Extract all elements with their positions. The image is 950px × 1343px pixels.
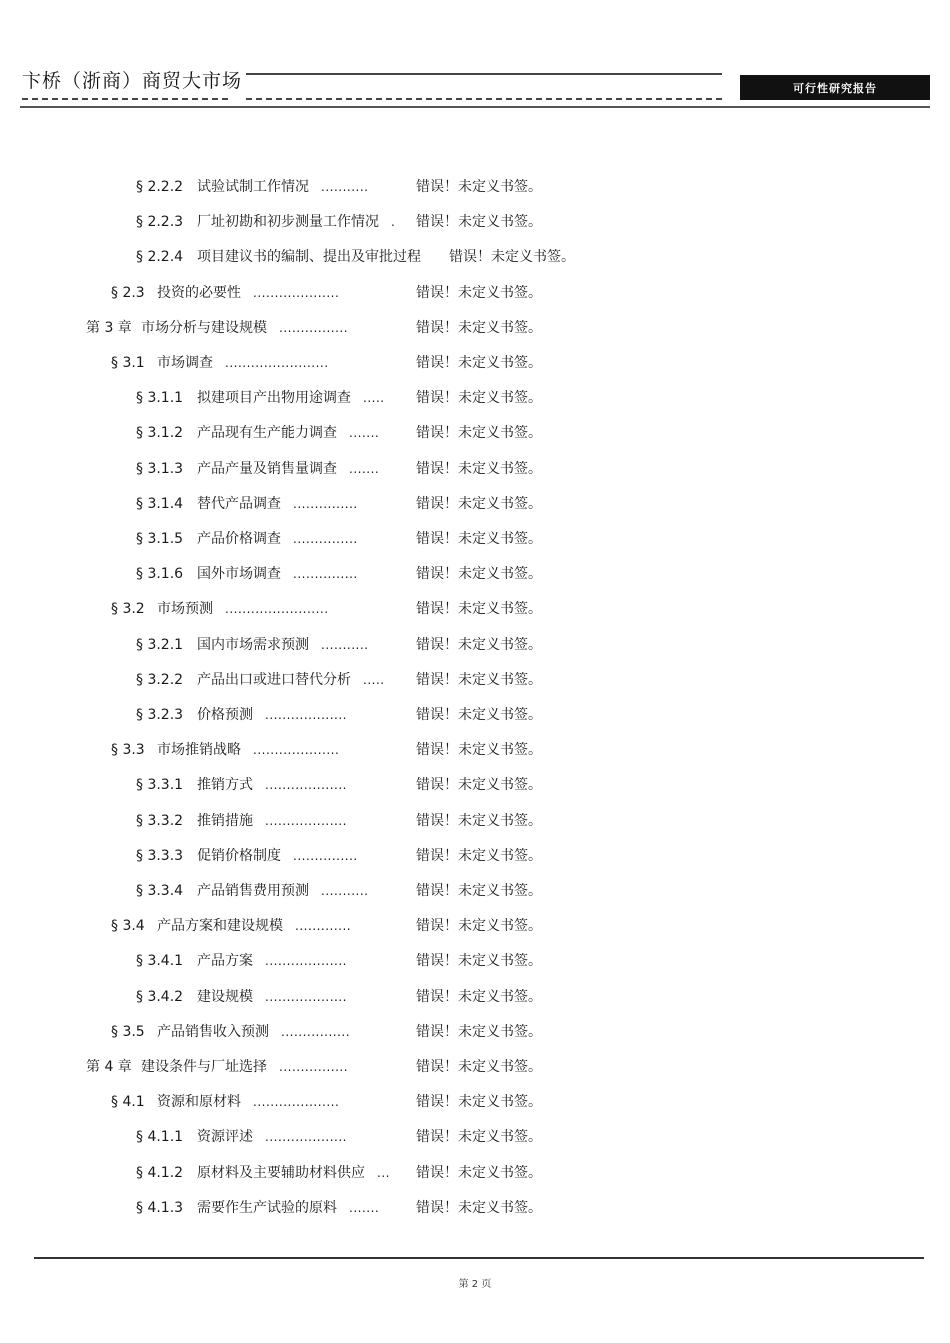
toc-entry-leader: ........................ xyxy=(225,602,329,617)
toc-entry-number: § 2.2.2 xyxy=(136,179,184,195)
toc-entry-title: 试验试制工作情况 xyxy=(197,179,309,195)
toc-entry[interactable] xyxy=(0,493,950,515)
toc-entry-title: 推销方式 xyxy=(197,777,253,794)
toc-entry-leader: ................... xyxy=(265,989,347,1004)
toc-entry-title: 资源评述 xyxy=(197,1129,253,1146)
toc-entry-page-ref: 错误！未定义书签。 xyxy=(416,1059,542,1075)
toc-entry-title: 产品出口或进口替代分析 xyxy=(197,671,351,688)
toc-entry-number: § 4.1 xyxy=(111,1094,145,1111)
page-number: 第 2 页 xyxy=(458,1279,492,1290)
toc-entry-leader: ............... xyxy=(293,567,358,582)
toc-entry[interactable] xyxy=(0,598,950,620)
toc-entry-page-ref: 错误！未定义书签。 xyxy=(416,671,542,688)
toc-entry-page-ref: 错误！未定义书签。 xyxy=(416,601,542,618)
toc-entry-title: 产品销售收入预测 xyxy=(157,1023,269,1040)
toc-entry[interactable] xyxy=(0,915,950,937)
toc-entry-title: 产品价格调查 xyxy=(197,531,281,547)
toc-entry-leader: ................... xyxy=(265,778,347,793)
toc-entry[interactable] xyxy=(0,1126,950,1148)
toc-entry[interactable] xyxy=(0,704,950,726)
toc-entry[interactable] xyxy=(0,986,950,1008)
toc-entry[interactable] xyxy=(0,563,950,585)
toc-entry-title: 拟建项目产出物用途调查 xyxy=(197,390,351,407)
toc-entry[interactable] xyxy=(0,845,950,867)
toc-entry-number: § 4.1.2 xyxy=(136,1164,184,1181)
toc-entry-title: 市场分析与建设规模 xyxy=(141,319,267,336)
toc-entry[interactable] xyxy=(0,387,950,409)
toc-entry-page-ref: 错误！未定义书签。 xyxy=(416,460,542,477)
toc-entry-page-ref: 错误！未定义书签。 xyxy=(416,1164,542,1181)
toc-entry-page-ref: 错误！未定义书签。 xyxy=(416,495,542,512)
toc-entry-number: § 3.3.4 xyxy=(136,883,184,899)
toc-entry-page-ref: 错误！未定义书签。 xyxy=(416,531,542,547)
toc-entry-leader: ............... xyxy=(293,848,358,863)
toc-entry-leader: ........... xyxy=(321,637,369,652)
toc-entry-title: 促销价格制度 xyxy=(197,847,281,864)
toc-entry-title: 投资的必要性 xyxy=(157,284,241,301)
toc-entry-title: 推销措施 xyxy=(197,812,253,829)
toc-entry-leader: .................... xyxy=(253,743,340,758)
toc-entry-number: § 3.4.2 xyxy=(136,988,184,1005)
toc-entry-title: 替代产品调查 xyxy=(197,495,281,512)
toc-entry-leader: .................... xyxy=(253,285,340,300)
toc-entry-title: 建设规模 xyxy=(197,988,253,1005)
toc-entry[interactable] xyxy=(0,950,950,972)
header-solid-rule xyxy=(246,73,722,75)
toc-entry-title: 产品方案 xyxy=(197,953,253,970)
toc-entry[interactable] xyxy=(0,458,950,480)
toc-entry-page-ref: 错误！未定义书签。 xyxy=(416,319,542,336)
toc-entry-leader: ........... xyxy=(321,884,369,898)
toc-entry-page-ref: 错误！未定义书签。 xyxy=(416,812,542,829)
header-underline xyxy=(20,106,930,108)
toc-entry-number: § 3.3.3 xyxy=(136,847,184,864)
toc-entry-number: § 3.2.1 xyxy=(136,636,184,653)
toc-entry-title: 国内市场需求预测 xyxy=(197,636,309,653)
toc-entry-page-ref: 错误！未定义书签。 xyxy=(416,777,542,794)
toc-entry-number: § 2.2.4 xyxy=(136,249,184,266)
toc-entry-title: 市场调查 xyxy=(157,355,213,371)
toc-entry-page-ref: 错误！未定义书签。 xyxy=(416,566,542,583)
toc-entry-page-ref: 错误！未定义书签。 xyxy=(416,883,542,899)
toc-entry-leader: ....... xyxy=(349,426,380,441)
toc-entry-page-ref: 错误！未定义书签。 xyxy=(416,1129,542,1146)
toc-entry-leader: ............. xyxy=(295,919,352,934)
toc-entry-leader: ................... xyxy=(265,708,347,722)
toc-entry[interactable] xyxy=(0,528,950,550)
toc-entry[interactable] xyxy=(0,1162,950,1184)
toc-entry-number: 第 4 章 xyxy=(86,1059,132,1075)
toc-entry[interactable] xyxy=(0,1091,950,1113)
toc-entry[interactable] xyxy=(0,211,950,233)
toc-entry-leader: .................... xyxy=(253,1095,340,1110)
toc-entry-number: § 4.1.1 xyxy=(136,1129,184,1146)
toc-entry-title: 国外市场调查 xyxy=(197,566,281,583)
toc-entry[interactable] xyxy=(0,352,950,374)
toc-entry-number: § 3.1.3 xyxy=(136,460,184,477)
toc-entry-page-ref: 错误！未定义书签。 xyxy=(416,425,542,442)
toc-entry[interactable] xyxy=(0,282,950,304)
toc-entry-page-ref: 错误！未定义书签。 xyxy=(416,953,542,970)
toc-entry-number: § 3.2 xyxy=(111,601,145,618)
toc-entry[interactable] xyxy=(0,739,950,761)
toc-entry-leader: . xyxy=(391,215,396,230)
toc-entry-leader: ................ xyxy=(279,1060,349,1074)
toc-entry-page-ref: 错误！未定义书签。 xyxy=(416,918,542,935)
toc-entry-title: 产品销售费用预测 xyxy=(197,883,309,899)
toc-entry-leader: ................ xyxy=(279,320,349,335)
toc-entry-title: 项目建议书的编制、提出及审批过程 xyxy=(197,249,421,266)
toc-entry[interactable] xyxy=(0,880,950,902)
toc-entry[interactable] xyxy=(0,774,950,796)
toc-entry-page-ref: 错误！未定义书签。 xyxy=(416,390,542,407)
toc-entry-page-ref: 错误！未定义书签。 xyxy=(416,1094,542,1111)
toc-entry-title: 原材料及主要辅助材料供应 xyxy=(197,1164,365,1181)
toc-entry-title: 价格预测 xyxy=(197,707,253,723)
toc-entry-number: § 3.2.2 xyxy=(136,671,184,688)
toc-entry[interactable] xyxy=(0,1021,950,1043)
toc-entry-page-ref: 错误！未定义书签。 xyxy=(416,179,542,195)
toc-entry-leader: ........... xyxy=(321,180,369,194)
toc-entry-leader: ... xyxy=(377,1165,390,1180)
toc-entry-page-ref: 错误！未定义书签。 xyxy=(416,636,542,653)
toc-entry-leader: ............... xyxy=(293,532,358,546)
toc-entry-page-ref: 错误！未定义书签。 xyxy=(416,707,542,723)
toc-entry-title: 市场推销战略 xyxy=(157,742,241,759)
toc-entry-page-ref: 错误！未定义书签。 xyxy=(416,742,542,759)
toc-entry-title: 厂址初勘和初步测量工作情况 xyxy=(197,214,379,231)
toc-entry-title: 产品产量及销售量调查 xyxy=(197,460,337,477)
header-badge: 可行性研究报告 xyxy=(740,75,930,100)
toc-entry[interactable] xyxy=(0,317,950,339)
toc-entry-page-ref: 错误！未定义书签。 xyxy=(416,355,542,371)
toc-entry-number: § 3.4 xyxy=(111,918,145,935)
toc-entry-title: 需要作生产试验的原料 xyxy=(197,1199,337,1216)
toc-entry-title: 建设条件与厂址选择 xyxy=(141,1059,267,1075)
footer-rule xyxy=(34,1257,924,1259)
header-dashed-rule-mid xyxy=(246,98,722,100)
header-title: 卞桥（浙商）商贸大市场 xyxy=(22,70,243,92)
toc-entry[interactable] xyxy=(0,634,950,656)
toc-entry-number: § 3.1.4 xyxy=(136,495,184,512)
toc-entry-number: § 3.4.1 xyxy=(136,953,184,970)
toc-entry-leader: ................... xyxy=(265,954,347,969)
toc-entry-leader: ..... xyxy=(363,672,385,687)
toc-entry[interactable] xyxy=(0,1197,950,1219)
toc-entry-leader: ........................ xyxy=(225,356,329,370)
toc-entry[interactable] xyxy=(0,176,950,198)
toc-entry-leader: ................... xyxy=(265,813,347,828)
toc-entry-leader: ..... xyxy=(363,391,385,406)
toc-entry-page-ref: 错误！未定义书签。 xyxy=(416,988,542,1005)
toc-entry-title: 市场预测 xyxy=(157,601,213,618)
toc-entry-page-ref: 错误！未定义书签。 xyxy=(416,1023,542,1040)
toc-entry-title: 资源和原材料 xyxy=(157,1094,241,1111)
toc-entry-leader: ............... xyxy=(293,496,358,511)
toc-entry-page-ref: 错误！未定义书签。 xyxy=(416,1199,542,1216)
toc-entry-number: § 2.2.3 xyxy=(136,214,184,231)
toc-entry-leader: ....... xyxy=(349,461,380,476)
toc-entry-page-ref: 错误！未定义书签。 xyxy=(416,214,542,231)
header-dashed-rule-left xyxy=(22,98,228,100)
toc-entry[interactable] xyxy=(0,810,950,832)
toc-entry-number: § 3.1.2 xyxy=(136,425,184,442)
toc-entry[interactable] xyxy=(0,246,950,268)
toc-entry-leader: ................ xyxy=(281,1024,351,1039)
toc-entry-number: § 3.2.3 xyxy=(136,707,184,723)
toc-entry-title: 产品方案和建设规模 xyxy=(157,918,283,935)
toc-entry-leader: ....... xyxy=(349,1200,380,1215)
toc-entry-number: 第 3 章 xyxy=(86,319,132,336)
toc-entry-number: § 3.1.6 xyxy=(136,566,184,583)
toc-entry-page-ref: 错误！未定义书签。 xyxy=(416,284,542,301)
toc-entry-number: § 3.5 xyxy=(111,1023,145,1040)
toc-entry-leader: ................... xyxy=(265,1130,347,1145)
toc-entry[interactable] xyxy=(0,669,950,691)
toc-entry-number: § 2.3 xyxy=(111,284,145,301)
toc-entry[interactable] xyxy=(0,1056,950,1078)
toc-entry-number: § 3.1.5 xyxy=(136,531,184,547)
toc-entry-number: § 3.3.2 xyxy=(136,812,184,829)
toc-entry-number: § 3.3.1 xyxy=(136,777,184,794)
toc-entry-number: § 3.1 xyxy=(111,355,145,371)
toc-entry-page-ref: 错误！未定义书签。 xyxy=(416,847,542,864)
toc-entry-number: § 3.3 xyxy=(111,742,145,759)
toc-entry-number: § 4.1.3 xyxy=(136,1199,184,1216)
toc-entry[interactable] xyxy=(0,422,950,444)
toc-entry-number: § 3.1.1 xyxy=(136,390,184,407)
toc-entry-title: 产品现有生产能力调查 xyxy=(197,425,337,442)
toc-entry-page-ref: 错误！未定义书签。 xyxy=(449,249,575,266)
